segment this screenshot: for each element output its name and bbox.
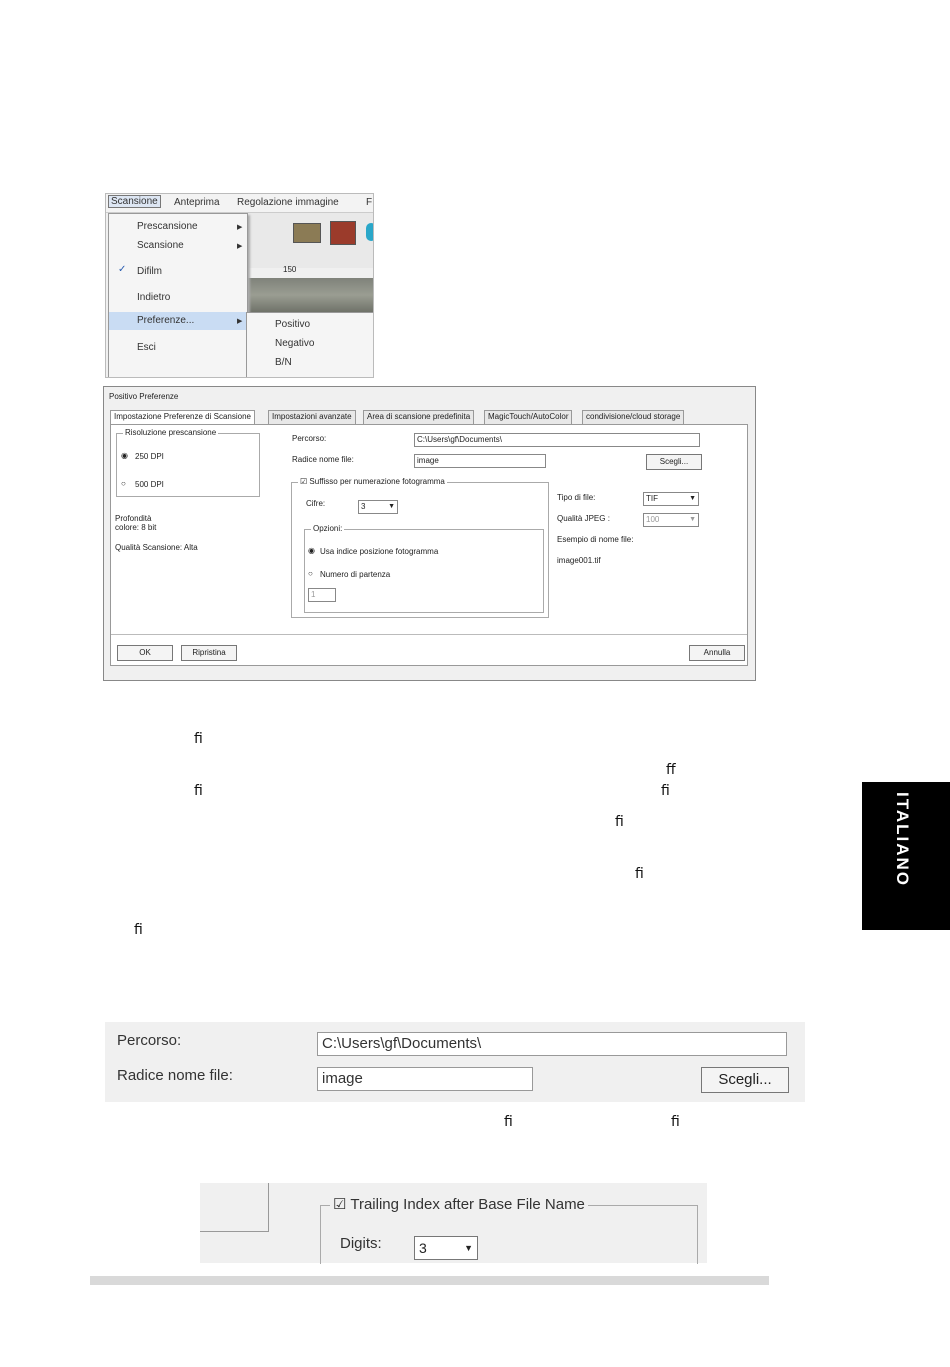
menu-item-difilm[interactable]: Difilm [137, 266, 162, 277]
scansione-dropdown [108, 213, 248, 378]
text-fragment: fi [671, 1114, 680, 1130]
preferenze-submenu [246, 312, 374, 378]
text-fragment: fi [635, 866, 644, 882]
menu-item-prescansione[interactable]: Prescansione [137, 221, 198, 232]
zoom-digits-label: Digits: [340, 1235, 382, 1252]
path-field[interactable]: C:\Users\gf\Documents\ [414, 433, 700, 447]
menubar [106, 194, 373, 213]
tab-cloud[interactable]: condivisione/cloud storage [582, 410, 684, 424]
suffix-group [291, 477, 549, 618]
cancel-button[interactable]: Annulla [689, 645, 745, 661]
film-icon[interactable] [293, 223, 321, 243]
tab-magictouch[interactable]: MagicTouch/AutoColor [484, 410, 572, 424]
zoom-suffix-label[interactable]: Trailing Index after Base File Name [350, 1196, 585, 1213]
options-group [304, 524, 544, 613]
slides-icon[interactable] [330, 221, 356, 245]
language-tab [862, 782, 950, 930]
zoom-choose-button[interactable]: Scegli... [701, 1067, 789, 1093]
jpeg-value: 100 [646, 515, 660, 524]
filetype-select[interactable] [643, 492, 699, 506]
text-fragment: fi [194, 783, 203, 799]
depth-label: Profondità [115, 514, 152, 523]
digits-value: 3 [361, 502, 366, 511]
menu-screenshot [105, 193, 374, 378]
preferences-dialog [103, 386, 756, 681]
start-number-field[interactable]: 1 [308, 588, 336, 602]
filetype-value: TIF [646, 494, 658, 503]
radio-icon[interactable]: ◉ [121, 451, 128, 460]
menu-item-esci[interactable]: Esci [137, 342, 156, 353]
text-fragment: ff [666, 762, 676, 778]
radio-icon[interactable]: ◉ [308, 546, 315, 555]
dropdown-arrow-icon: ▼ [689, 516, 696, 523]
zoom-root-label: Radice nome file: [117, 1067, 233, 1084]
dropdown-arrow-icon: ▼ [689, 495, 696, 502]
choose-button[interactable]: Scegli... [646, 454, 702, 470]
zoom-digits-value: 3 [419, 1240, 427, 1256]
menu-item-scansione[interactable]: Scansione [137, 240, 184, 251]
film-preview [248, 278, 373, 312]
root-label: Radice nome file: [292, 455, 354, 464]
jpeg-select[interactable] [643, 513, 699, 527]
language-label: ITALIANO [893, 792, 912, 888]
suffix-group-title [298, 477, 447, 486]
depth-value: colore: 8 bit [115, 523, 157, 532]
menu-anteprima[interactable]: Anteprima [174, 197, 220, 208]
submenu-negativo[interactable]: Negativo [275, 338, 315, 349]
checkbox-icon[interactable]: ☑ [333, 1196, 347, 1213]
text-fragment: fi [615, 814, 624, 830]
crop-frame [200, 1183, 269, 1232]
divider [111, 634, 747, 635]
menu-scansione[interactable]: Scansione [108, 195, 161, 208]
text-fragment: fi [134, 922, 143, 938]
reset-button[interactable]: Ripristina [181, 645, 237, 661]
menu-f[interactable]: F [366, 197, 373, 208]
ok-button[interactable]: OK [117, 645, 173, 661]
dpi-500-label: 500 DPI [135, 480, 164, 489]
submenu-bn[interactable]: B/N [275, 357, 292, 368]
quality-text: Qualità Scansione: Alta [115, 543, 198, 552]
zoom-suffix-title [330, 1195, 588, 1213]
example-label: Esempio di nome file: [557, 535, 634, 544]
zoom-trailing-crop [200, 1183, 707, 1263]
check-icon: ✓ [118, 264, 127, 275]
zoom-path-crop [105, 1022, 805, 1102]
text-fragment: fi [504, 1114, 513, 1130]
menu-item-indietro[interactable]: Indietro [137, 292, 171, 303]
submenu-arrow-icon: ▶ [237, 224, 243, 231]
text-fragment: fi [661, 783, 670, 799]
filetype-label: Tipo di file: [557, 493, 596, 502]
tab-scan-preferences[interactable]: Impostazione Preferenze di Scansione [110, 410, 255, 424]
tab-advanced[interactable]: Impostazioni avanzate [268, 410, 356, 424]
option1-label: Usa indice posizione fotogramma [320, 547, 439, 556]
submenu-arrow-icon: ▶ [237, 243, 243, 250]
color-icon[interactable] [366, 223, 374, 241]
prescan-group [116, 428, 260, 497]
tab-scan-area[interactable]: Area di scansione predefinita [363, 410, 474, 424]
text-fragment: fi [194, 731, 203, 747]
submenu-positivo[interactable]: Positivo [275, 319, 311, 330]
menu-item-preferenze[interactable]: Preferenze... [137, 315, 195, 326]
submenu-arrow-icon: ▶ [237, 318, 243, 325]
zoom-path-field[interactable]: C:\Users\gf\Documents\ [317, 1032, 787, 1056]
jpeg-label: Qualità JPEG : [557, 514, 610, 523]
checkbox-icon[interactable]: ☑ [300, 477, 308, 486]
dialog-title: Positivo Preferenze [109, 392, 179, 401]
root-field[interactable]: image [414, 454, 546, 468]
prescan-group-title: Risoluzione prescansione [125, 428, 217, 437]
menu-regolazione[interactable]: Regolazione immagine [237, 197, 339, 208]
radio-icon[interactable]: ○ [308, 569, 313, 578]
digits-label: Cifre: [306, 499, 326, 508]
ruler-value: 150 [283, 265, 297, 274]
radio-icon[interactable]: ○ [121, 479, 126, 488]
zoom-path-label: Percorso: [117, 1032, 182, 1049]
option2-label: Numero di partenza [320, 570, 391, 579]
example-value: image001.tif [557, 556, 601, 565]
zoom-root-field[interactable]: image [317, 1067, 533, 1091]
suffix-label[interactable]: Suffisso per numerazione fotogramma [309, 477, 445, 486]
digits-select[interactable] [358, 500, 398, 514]
path-label: Percorso: [292, 434, 327, 443]
toolbar-strip [248, 213, 373, 268]
options-title: Opzioni: [313, 524, 343, 533]
dropdown-arrow-icon: ▼ [464, 1243, 473, 1253]
tab-panel [110, 424, 748, 666]
zoom-digits-select[interactable] [414, 1236, 478, 1260]
footer-bar [90, 1276, 769, 1285]
dropdown-arrow-icon: ▼ [388, 503, 395, 510]
dpi-250-label: 250 DPI [135, 452, 164, 461]
